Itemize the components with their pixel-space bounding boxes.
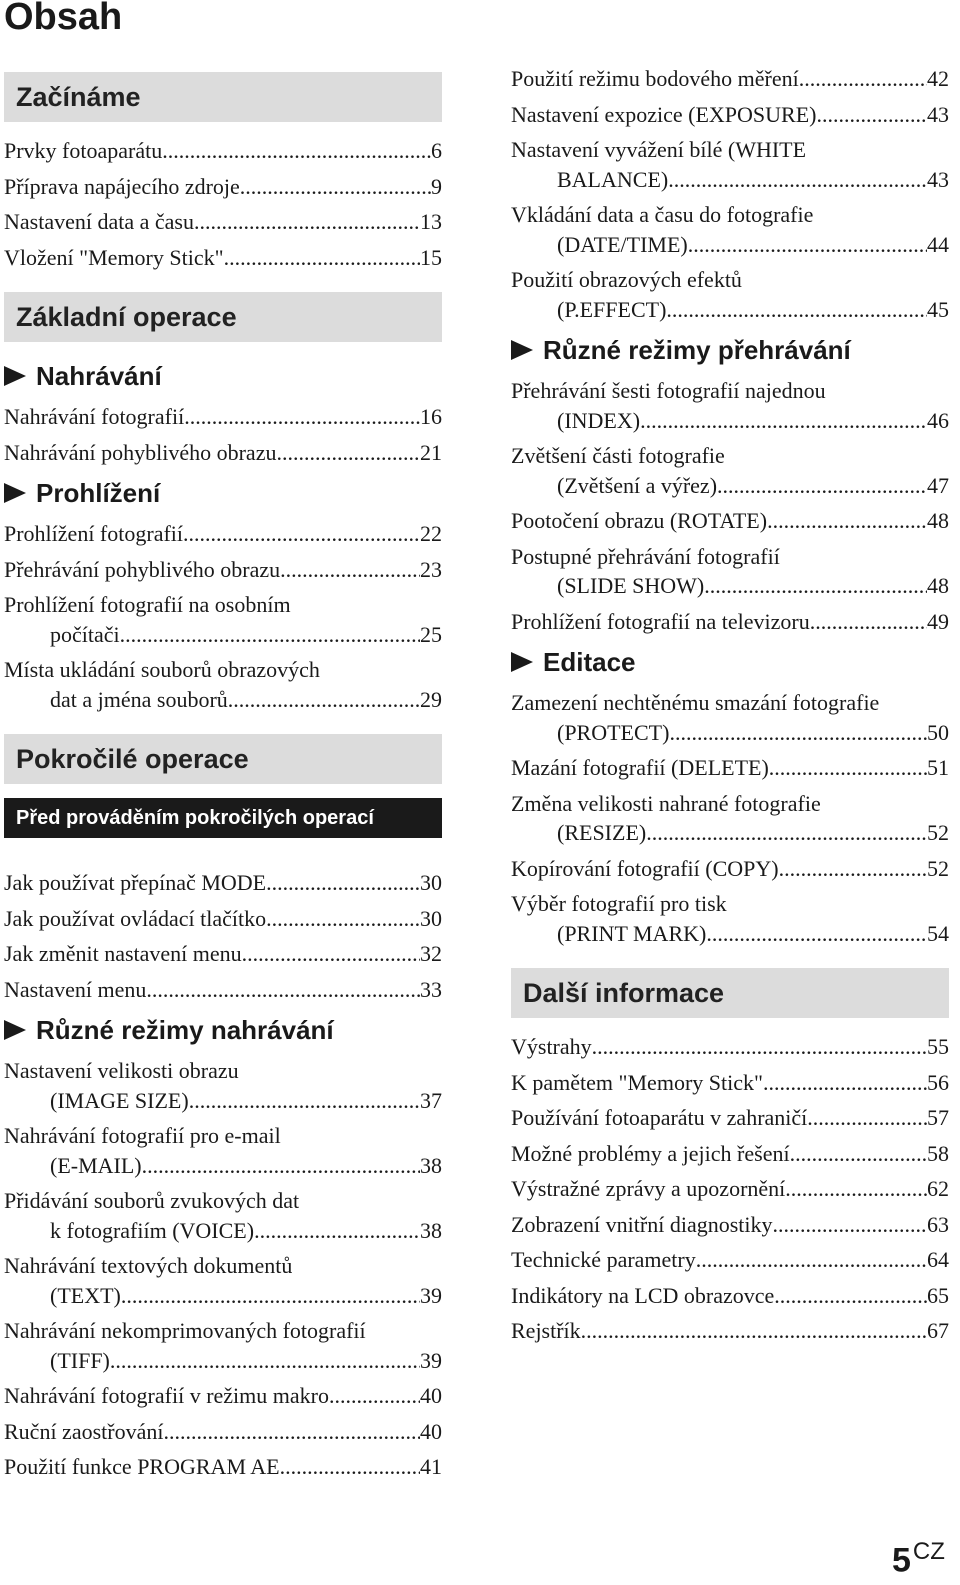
entry-title: Výstrahy xyxy=(511,1034,592,1059)
entry-title: Postupné přehrávání fotografií xyxy=(511,543,780,569)
toc-entry xyxy=(4,243,442,273)
subsection-label: Prohlížení xyxy=(36,477,161,508)
toc-entry xyxy=(511,1245,949,1275)
dot-leader xyxy=(669,718,927,748)
subsection-label: Editace xyxy=(543,646,636,677)
entry-title: Zamezení nechtěnému smazání fotografie xyxy=(511,690,880,715)
entry-title: Ruční zaostřování xyxy=(4,1418,164,1444)
entry-page: 51 xyxy=(927,755,949,780)
toc-entry xyxy=(4,519,442,549)
dot-leader xyxy=(189,1086,420,1116)
entry-page: 42 xyxy=(927,66,949,91)
entry-page: 6 xyxy=(431,138,442,163)
entry-title-line2: počítači xyxy=(50,621,120,647)
entry-page: 22 xyxy=(420,521,442,546)
toc-entry xyxy=(4,438,442,468)
entry-page: 23 xyxy=(420,556,442,582)
entry-page: 39 xyxy=(420,1347,442,1373)
entry-page: 46 xyxy=(927,407,949,433)
toc-entry xyxy=(4,590,442,649)
toc-list xyxy=(4,136,442,272)
entry-title: Přehrávání šesti fotografií najednou xyxy=(511,378,826,403)
page-number xyxy=(892,1538,945,1580)
entry-page: 52 xyxy=(927,855,949,881)
entry-page: 39 xyxy=(420,1282,442,1308)
dot-leader xyxy=(592,1032,927,1062)
entry-page: 16 xyxy=(420,404,442,429)
entry-title: Možné problémy a jejich řešení xyxy=(511,1140,790,1166)
dot-leader xyxy=(266,868,420,898)
dot-leader xyxy=(142,1151,420,1181)
entry-title: Nastavení vyvážení bílé (WHITE xyxy=(511,137,807,162)
toc-entry xyxy=(511,265,949,324)
subsection-label: Různé režimy nahrávání xyxy=(36,1014,334,1045)
dot-leader xyxy=(228,685,420,715)
entry-title: Příprava napájecího zdroje xyxy=(4,173,240,199)
entry-title-line2: (PRINT MARK) xyxy=(557,920,707,946)
toc-entry xyxy=(511,688,949,747)
entry-page: 56 xyxy=(927,1069,949,1095)
entry-title: Změna velikosti nahrané fotografie xyxy=(511,790,821,816)
toc-entry xyxy=(511,441,949,500)
toc-entry xyxy=(511,64,949,94)
dot-leader xyxy=(163,1417,420,1447)
entry-page: 43 xyxy=(927,166,949,192)
right-column xyxy=(511,64,949,1352)
entry-title-continued xyxy=(4,1281,442,1311)
toc-list xyxy=(511,688,949,747)
toc-entry xyxy=(4,1316,442,1375)
toc-entry xyxy=(511,1103,949,1133)
entry-title-continued xyxy=(4,1216,442,1246)
entry-title: Nastavení menu xyxy=(4,976,147,1002)
toc-item-wrap xyxy=(511,889,949,948)
dot-leader xyxy=(266,904,420,934)
entry-page: 67 xyxy=(927,1318,949,1343)
entry-page: 37 xyxy=(420,1087,442,1113)
dot-leader xyxy=(646,818,927,848)
entry-title-continued xyxy=(511,718,949,748)
entry-page: 21 xyxy=(420,439,442,465)
entry-title: Technické parametry xyxy=(511,1247,696,1272)
entry-page: 57 xyxy=(927,1105,949,1130)
toc-entry xyxy=(4,1452,442,1482)
toc-entry xyxy=(511,1174,949,1204)
left-column xyxy=(4,72,442,1488)
toc-entry xyxy=(4,975,442,1005)
entry-title-continued xyxy=(511,406,949,436)
toc-item-wrap xyxy=(511,607,949,637)
toc-entry xyxy=(4,207,442,237)
entry-title: Nahrávání fotografií pro e-mail xyxy=(4,1123,281,1148)
dot-leader xyxy=(194,207,420,237)
section-header-zakladni-operace: Základní operace xyxy=(4,292,442,342)
toc-entry xyxy=(4,172,442,202)
entry-title: Prohlížení fotografií na televizoru xyxy=(511,608,810,634)
toc-entry xyxy=(4,1381,442,1411)
toc-list xyxy=(511,1032,949,1346)
dot-leader xyxy=(240,172,431,202)
entry-page: 55 xyxy=(927,1034,949,1059)
page-title: Obsah xyxy=(4,0,123,38)
dot-leader xyxy=(581,1316,927,1346)
entry-title: Výběr fotografií pro tisk xyxy=(511,891,727,916)
toc-list xyxy=(4,1381,442,1482)
triangle-bullet-icon xyxy=(4,1020,26,1040)
toc-entry xyxy=(511,1139,949,1169)
toc-entry xyxy=(511,1210,949,1240)
entry-title: Jak používat ovládací tlačítko xyxy=(4,905,267,931)
entry-page: 29 xyxy=(420,686,442,712)
entry-page: 41 xyxy=(420,1454,442,1479)
dot-leader xyxy=(146,975,420,1005)
toc-item-wrap xyxy=(511,854,949,884)
entry-title: K pamětem "Memory Stick" xyxy=(511,1069,763,1095)
language-code: CZ xyxy=(912,1538,945,1565)
toc-entry xyxy=(511,889,949,948)
entry-title-continued xyxy=(511,471,949,501)
entry-page: 15 xyxy=(420,244,442,270)
entry-page: 43 xyxy=(927,101,949,127)
toc-entry xyxy=(4,555,442,585)
entry-title: Jak používat přepínač MODE xyxy=(4,870,267,895)
entry-title: Použití funkce PROGRAM AE xyxy=(4,1454,280,1479)
entry-page: 65 xyxy=(927,1282,949,1308)
toc-entry xyxy=(4,939,442,969)
toc-entry xyxy=(4,1186,442,1245)
entry-title: Vložení "Memory Stick" xyxy=(4,244,224,270)
toc-list xyxy=(4,590,442,714)
entry-title: Nahrávání textových dokumentů xyxy=(4,1253,293,1278)
entry-page: 33 xyxy=(420,976,442,1002)
entry-page: 63 xyxy=(927,1211,949,1237)
dot-leader xyxy=(773,1210,928,1240)
entry-page: 50 xyxy=(927,719,949,745)
entry-title-continued xyxy=(4,620,442,650)
triangle-bullet-icon xyxy=(4,483,26,503)
dot-leader xyxy=(254,1216,420,1246)
toc-entry xyxy=(511,753,949,783)
dot-leader xyxy=(774,1281,927,1311)
dot-leader xyxy=(183,519,420,549)
entry-title: Kopírování fotografií (COPY) xyxy=(511,855,779,881)
entry-title: Zvětšení části fotografie xyxy=(511,443,725,468)
entry-title-line2: (SLIDE SHOW) xyxy=(557,573,705,598)
entry-title-continued xyxy=(4,685,442,715)
entry-title-line2: (P.EFFECT) xyxy=(557,296,667,322)
dot-leader xyxy=(666,295,927,325)
entry-title: Rejstřík xyxy=(511,1318,581,1343)
toc-list xyxy=(4,402,442,467)
entry-title-line2: (IMAGE SIZE) xyxy=(50,1087,189,1113)
dot-leader xyxy=(790,1139,927,1169)
entry-title-continued xyxy=(511,818,949,848)
dot-leader xyxy=(640,406,927,436)
toc-entry xyxy=(4,136,442,166)
dot-leader xyxy=(799,64,927,94)
toc-entry xyxy=(511,1316,949,1346)
entry-title: Nastavení expozice (EXPOSURE) xyxy=(511,101,817,127)
entry-title: Prohlížení fotografií na osobním xyxy=(4,592,291,617)
toc-entry xyxy=(511,854,949,884)
toc-list xyxy=(511,64,949,129)
entry-title-continued xyxy=(511,230,949,260)
subsection-rezimy-nahravani xyxy=(4,1010,442,1050)
entry-page: 38 xyxy=(420,1217,442,1243)
entry-title: Pootočení obrazu (ROTATE) xyxy=(511,508,768,533)
entry-title-continued xyxy=(511,295,949,325)
toc-entry xyxy=(4,402,442,432)
triangle-bullet-icon xyxy=(511,652,533,672)
entry-title-continued xyxy=(4,1346,442,1376)
dot-leader xyxy=(120,620,420,650)
entry-title: Nahrávání pohyblivého obrazu xyxy=(4,439,277,465)
toc-list xyxy=(4,868,442,1004)
entry-page: 54 xyxy=(927,920,949,946)
entry-title-line2: (E-MAIL) xyxy=(50,1152,142,1178)
dot-leader xyxy=(276,438,420,468)
entry-title: Místa ukládání souborů obrazových xyxy=(4,657,320,682)
entry-title-line2: BALANCE) xyxy=(557,166,669,192)
entry-title-line2: (DATE/TIME) xyxy=(557,231,688,257)
entry-title: Použití režimu bodového měření xyxy=(511,66,799,91)
triangle-bullet-icon xyxy=(511,340,533,360)
entry-page: 62 xyxy=(927,1176,949,1201)
toc-entry xyxy=(511,506,949,536)
toc-entry xyxy=(4,904,442,934)
entry-title: Prohlížení fotografií xyxy=(4,521,184,546)
dot-leader xyxy=(668,165,927,195)
entry-title-continued xyxy=(4,1086,442,1116)
dot-leader xyxy=(121,1281,420,1311)
dot-leader xyxy=(162,136,431,166)
section-header-zaciname: Začínáme xyxy=(4,72,442,122)
toc-list xyxy=(4,519,442,584)
dot-leader xyxy=(816,100,927,130)
subsection-editace xyxy=(511,642,949,682)
entry-title-line2: (TEXT) xyxy=(50,1282,121,1308)
entry-title: Jak změnit nastavení menu xyxy=(4,941,242,966)
entry-page: 25 xyxy=(420,621,442,647)
toc-entry xyxy=(511,789,949,848)
dot-leader xyxy=(280,1452,420,1482)
dot-leader xyxy=(110,1346,420,1376)
dot-leader xyxy=(242,939,420,969)
entry-title: Použití obrazových efektů xyxy=(511,267,742,292)
toc-entry xyxy=(511,542,949,601)
toc-entry xyxy=(4,868,442,898)
dot-leader xyxy=(767,506,927,536)
subsection-label: Nahrávání xyxy=(36,360,162,391)
entry-page: 40 xyxy=(420,1383,442,1408)
entry-page: 9 xyxy=(431,173,442,199)
entry-title-line2: (INDEX) xyxy=(557,407,641,433)
dot-leader xyxy=(769,753,927,783)
toc-entry xyxy=(511,1032,949,1062)
dot-leader xyxy=(688,230,927,260)
entry-title: Nahrávání fotografií xyxy=(4,404,185,429)
entry-title-continued xyxy=(4,1151,442,1181)
entry-page: 64 xyxy=(927,1247,949,1272)
entry-page: 44 xyxy=(927,231,949,257)
toc-item-wrap xyxy=(511,753,949,783)
entry-page: 48 xyxy=(927,508,949,533)
dot-leader xyxy=(807,1103,927,1133)
subsection-nahravani xyxy=(4,356,442,396)
dot-leader xyxy=(696,1245,927,1275)
dot-leader xyxy=(706,919,927,949)
entry-page: 45 xyxy=(927,296,949,322)
entry-page: 52 xyxy=(927,820,949,845)
entry-page: 58 xyxy=(927,1140,949,1166)
entry-page: 13 xyxy=(420,209,442,234)
dot-leader xyxy=(184,402,420,432)
toc-entry xyxy=(511,376,949,435)
entry-page: 32 xyxy=(420,941,442,966)
section-header-pred-provadenim: Před prováděním pokročilých operací xyxy=(4,798,442,838)
entry-title-line2: (RESIZE) xyxy=(557,820,647,845)
toc-item-wrap xyxy=(511,506,949,536)
toc-entry xyxy=(511,200,949,259)
toc-entry xyxy=(511,1281,949,1311)
toc-entry xyxy=(511,607,949,637)
dot-leader xyxy=(763,1068,927,1098)
entry-page: 30 xyxy=(420,870,442,895)
toc-entry xyxy=(511,135,949,194)
subsection-prohlizeni xyxy=(4,473,442,513)
entry-title: Vkládání data a času do fotografie xyxy=(511,202,814,227)
entry-page: 38 xyxy=(420,1152,442,1178)
entry-title: Přidávání souborů zvukových dat xyxy=(4,1188,300,1213)
dot-leader xyxy=(779,854,927,884)
entry-title: Nahrávání nekomprimovaných fotografií xyxy=(4,1318,366,1343)
subsection-rezimy-prehravani xyxy=(511,330,949,370)
entry-title: Přehrávání pohyblivého obrazu xyxy=(4,556,281,582)
dot-leader xyxy=(329,1381,420,1411)
dot-leader xyxy=(224,243,420,273)
entry-page: 49 xyxy=(927,608,949,634)
toc-entry xyxy=(4,1121,442,1180)
toc-list xyxy=(4,1056,442,1375)
entry-page: 40 xyxy=(420,1418,442,1444)
entry-title: Nastavení data a času xyxy=(4,209,194,234)
entry-page: 48 xyxy=(927,573,949,598)
entry-title: Nastavení velikosti obrazu xyxy=(4,1058,239,1083)
section-header-pokrocile-operace: Pokročilé operace xyxy=(4,734,442,784)
toc-list xyxy=(511,376,949,500)
dot-leader xyxy=(785,1174,927,1204)
toc-item-wrap xyxy=(511,789,949,848)
entry-title: Prvky fotoaparátu xyxy=(4,138,163,163)
dot-leader xyxy=(704,571,927,601)
toc-entry xyxy=(4,655,442,714)
entry-title: Používání fotoaparátu v zahraničí xyxy=(511,1105,808,1130)
entry-title: Zobrazení vnitřní diagnostiky xyxy=(511,1211,773,1237)
toc-item-wrap xyxy=(511,542,949,601)
triangle-bullet-icon xyxy=(4,366,26,386)
toc-list xyxy=(511,135,949,324)
dot-leader xyxy=(810,607,927,637)
subsection-label: Různé režimy přehrávání xyxy=(543,334,851,365)
entry-title-continued xyxy=(511,165,949,195)
entry-page: 47 xyxy=(927,472,949,498)
entry-title: Indikátory na LCD obrazovce xyxy=(511,1282,775,1308)
entry-title-line2: (PROTECT) xyxy=(557,719,670,745)
entry-title-continued xyxy=(511,919,949,949)
page-number-value: 5 xyxy=(892,1541,911,1580)
toc-entry xyxy=(4,1056,442,1115)
entry-title: Nahrávání fotografií v režimu makro xyxy=(4,1383,329,1408)
toc-entry xyxy=(511,1068,949,1098)
entry-title: Mazání fotografií (DELETE) xyxy=(511,755,769,780)
section-header-dalsi-informace: Další informace xyxy=(511,968,949,1018)
dot-leader xyxy=(280,555,420,585)
entry-title-continued xyxy=(511,571,949,601)
toc-entry xyxy=(4,1251,442,1310)
entry-title-line2: dat a jména souborů xyxy=(50,686,228,712)
entry-title: Výstražné zprávy a upozornění xyxy=(511,1176,786,1201)
dot-leader xyxy=(717,471,927,501)
toc-entry xyxy=(511,100,949,130)
toc-entry xyxy=(4,1417,442,1447)
entry-title-line2: (Zvětšení a výřez) xyxy=(557,472,718,498)
entry-title-line2: k fotografiím (VOICE) xyxy=(50,1217,255,1243)
entry-title-line2: (TIFF) xyxy=(50,1347,110,1373)
entry-page: 30 xyxy=(420,905,442,931)
